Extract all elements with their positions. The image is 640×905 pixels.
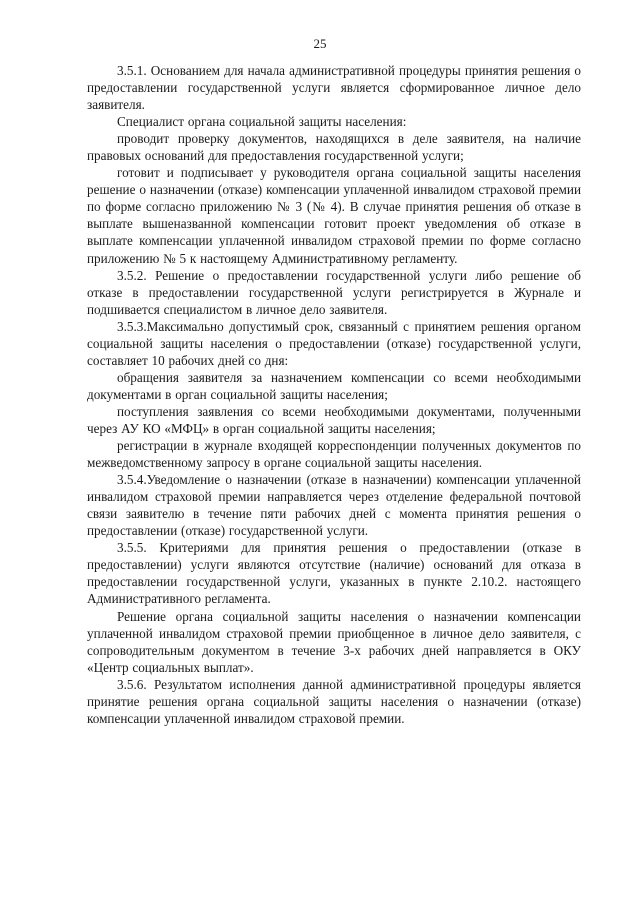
paragraph-applicant-request: обращения заявителя за назначением компенсации со всеми необходимыми документами в орган социальной защиты населения; [87, 369, 581, 402]
paragraph-decision-forwarding: Решение органа социальной защиты населения о назначении компенсации уплаченной инвалидом страховой премии приобщенное в личное дело заявителя, с сопроводительным документом в течение 3-х рабочих дней направляется в ОКУ «Центр социальных выплат». [87, 608, 581, 675]
paragraph-3-5-3: 3.5.3.Максимально допустимый срок, связанный с принятием решения органом социальной защиты населения о предоставлении (отказе) государственной услуги, составляет 10 рабочих дней со дня: [87, 318, 581, 368]
paragraph-specialist-intro: Специалист органа социальной защиты населения: [117, 114, 407, 130]
paragraph-3-5-4: 3.5.4.Уведомление о назначении (отказе в назначении) компенсации уплаченной инвалидом страховой премии направляется через отделение федеральной почтовой связи заявителю в течение пяти рабочих дней с момента принятия решения о предоставлении (отказе) государственной услуги. [87, 472, 581, 539]
paragraph-registration: регистрации в журнале входящей корреспонденции полученных документов по межведомственному запросу в органе социальной защиты населения. [87, 438, 581, 471]
paragraph-3-5-5: 3.5.5. Критериями для принятия решения о предоставлении (отказе в предоставлении) услуги являются отсутствие (наличие) оснований для отказа в предоставлении государственной услуги, указанных в пункте 2.10.2. настоящего Административного регламента. [87, 540, 581, 607]
paragraph-3-5-2: 3.5.2. Решение о предоставлении государственной услуги либо решение об отказе в предоставлении государственной услуги регистрируется в Журнале и подшивается специалистом в личное дело заявителя. [87, 267, 581, 317]
page-number: 25 [313, 36, 327, 51]
paragraph-3-5-6: 3.5.6. Результатом исполнения данной административной процедуры является принятие решения органа социальной защиты населения о назначении (отказе) компенсации уплаченной инвалидом страховой премии. [87, 676, 581, 726]
paragraph-check-documents: проводит проверку документов, находящихся в деле заявителя, на наличие правовых оснований для предоставления государственной услуги; [87, 131, 581, 164]
paragraph-mfc-application: поступления заявления со всеми необходимыми документами, полученными через АУ КО «МФЦ» в орган социальной защиты населения; [87, 403, 581, 436]
paragraph-prepare-decision: готовит и подписывает у руководителя органа социальной защиты населения решение о назначении (отказе) компенсации уплаченной инвалидом страховой премии по форме согласно приложению № 3 (№ 4). В случае принятия решения об отказе в выплате вышеназванной компенсации готовит проект уведомления об отказе в выплате компенсации уплаченной инвалидом страховой премии по форме согласно приложению № 5 к настоящему Административному регламенту. [87, 165, 581, 266]
paragraph-3-5-1: 3.5.1. Основанием для начала административной процедуры принятия решения о предоставлении государственной услуги является сформированное личное дело заявителя. [87, 63, 581, 113]
document-body [87, 62, 581, 727]
